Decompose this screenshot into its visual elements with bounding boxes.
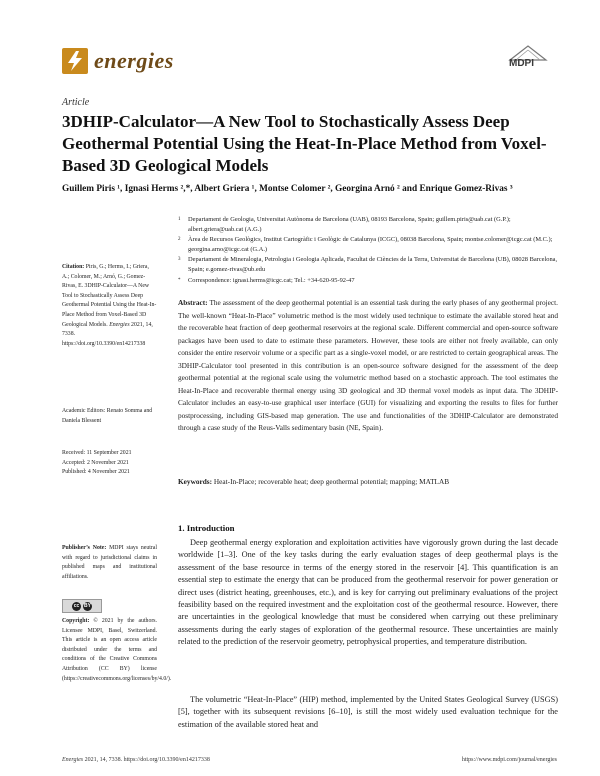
journal-logo-icon [62,48,88,74]
affiliation-text: Departament de Geologia, Universitat Autònoma de Barcelona (UAB), 08193 Barcelona, Spain; guillem.piris@uab.cat (G.P.); albert.griera@uab.cat (A.G.) [188,216,511,233]
copyright-text: © 2021 by the authors. Licensee MDPI, Basel, Switzerland. This article is an open access article distributed under the terms and conditions of the Creative Commons Attribution (CC BY) license (https://creativecommons.org/licenses/by/4.0/). [62,618,172,682]
publisher-name: MDPI [509,58,534,69]
abstract-label: Abstract: [178,298,208,307]
intro-paragraph-2: The volumetric “Heat-In-Place” (HIP) method, implemented by the United States Geological Survey (USGS) [5], together with its subsequent revisions [6–10], is still the most widely used evaluation technique for the estimation of the available stored heat and [178,695,558,729]
keywords-label: Keywords: [178,477,213,486]
section-heading: 1. Introduction [178,523,235,533]
abstract [178,297,558,435]
author-list: Guillem Piris ¹, Ignasi Herms ²,*, Albert Griera ¹, Montse Colomer ², Georgina Arnó ² and Enrique Gomez-Rivas ³ [62,184,513,194]
published-date: Published: 4 November 2021 [62,469,130,476]
article-type: Article [62,97,90,108]
publisher-note-label: Publisher’s Note: [62,545,107,551]
keywords-text: Heat-In-Place; recoverable heat; deep geothermal potential; mapping; MATLAB [213,477,450,486]
citation-details[interactable]: 2021, 14, 7338. https://doi.org/10.3390/en14217338 [62,321,153,347]
footer-citation [62,757,210,763]
keywords [178,476,558,488]
affiliation-number: 2 [178,237,181,242]
by-icon: BY [84,603,91,609]
affiliation-text: Correspondence: ignasi.herms@icgc.cat; Tel.: +34-620-95-92-47 [188,277,355,284]
journal-name: energies [94,48,174,73]
abstract-text: The assessment of the deep geothermal potential is an essential task during the early phases of any geothermal project. The well-known “Heat-In-Place” volumetric method is the most widely used technique to estimate the available stored heat and the recoverable heat fraction of deep geothermal reservoirs at the regional scale. Different commercial and open-source software packages have been used to date to estimate these parameters. However, these tools are either not freely available, can only consider the entire reservoir volume or a specific part as a single-voxel model, or are restricted to certain geographical areas. The 3DHIP-Calculator tool presented in this contribution is an open-source software designed for the assessment of the deep geothermal potential at the regional scale using the volumetric method based on a stochastic approach. The tool estimates the Heat-In-Place and recoverable thermal energy using 3D geological and 3D thermal voxel models as input data. The 3DHIP-Calculator includes an easy-to-use graphical user interface (GUI) for visualizing and exporting the results to files for further postprocessing, including GIS-based map generation. The use and functionalities of the 3DHIP-Calculator are demonstrated through a case study of the Reus-Valls sedimentary basin (NE, Spain). [178,298,558,432]
received-date: Received: 11 September 2021 [62,450,132,456]
intro-paragraph-1: Deep geothermal energy exploration and exploitation activities have vigorously grown during the last decade worldwide [1–3]. One of the key tasks during the early evaluation stages of deep geothermal plays is the assessment of the base resource in terms of the energy stored in the reservoir [4]. This quantification is an essential step to estimate the energy that can be produced from the geothermal reservoir for power generation or direct uses (district heating, greenhouses, etc.), and is key for carrying out preliminary evaluations of the project feasibility based on the required investment and the exploitation cost of the geothermal resource. However, there are uncertainties in the geological knowledge that must be considered when carrying out these preliminary assessments during the early stages of exploration of the geothermal resource. These uncertainties are mainly related to the prediction of the reservoir geometry, petrophysical properties, and temperature distribution. [178,538,558,647]
affiliation-number: 1 [178,217,181,222]
affiliation-number: * [178,278,181,283]
affiliation-text: Departament de Mineralogia, Petrologia i Geologia Aplicada, Facultat de Ciències de la Terra, Universitat de Barcelona (UB), 08028 Barcelona, Spain; e.gomez-rivas@ub.edu [188,256,558,273]
cc-icon: cc [73,603,80,609]
footer-journal-url[interactable]: https://www.mdpi.com/journal/energies [461,757,557,763]
citation-text: Piris, G.; Herms, I.; Griera, A.; Colomer, M.; Arnó, G.; Gomez-Rivas, E. 3DHIP-Calculator—A New Tool to Stochastically Assess Deep Geothermal Potential Using the Heat-In-Place Method from Voxel-Based 3D Geological Models. [62,264,157,328]
publication-dates [62,449,157,478]
accepted-date: Accepted: 2 November 2021 [62,459,129,466]
article-title: 3DHIP-Calculator—A New Tool to Stochastically Assess Deep Geothermal Potential Using the Heat-In-Place Method from Voxel-Based 3D Geological Models [62,112,547,175]
citation-journal: Energies [109,321,130,328]
academic-editors: Academic Editors: Renato Somma and Daniela Blessent [62,408,153,424]
affiliation-number: 3 [178,257,181,262]
citation-block [62,263,157,349]
publisher-note [62,544,157,582]
footer-doi[interactable]: 2021, 14, 7338. https://doi.org/10.3390/en14217338 [84,757,210,763]
affiliation-3 [178,255,558,274]
copyright-label: Copyright: [62,618,90,624]
correspondence [178,276,558,286]
citation-label: Citation: [62,264,85,270]
cc-license-badge[interactable] [62,599,102,613]
publisher-note-text: MDPI stays neutral with regard to jurisdictional claims in published maps and institutional affiliations. [62,545,157,580]
affiliation-1 [178,215,558,234]
footer-journal: Energies [62,757,84,763]
copyright-block [62,617,172,684]
affiliation-text: Àrea de Recursos Geològics, Institut Cartogràfic i Geològic de Catalunya (ICGC), 08038 Barcelona, Spain; montse.colomer@icgc.cat (M.C.); georgina.arno@icgc.cat (G.A.) [188,236,553,253]
affiliation-2 [178,235,558,254]
